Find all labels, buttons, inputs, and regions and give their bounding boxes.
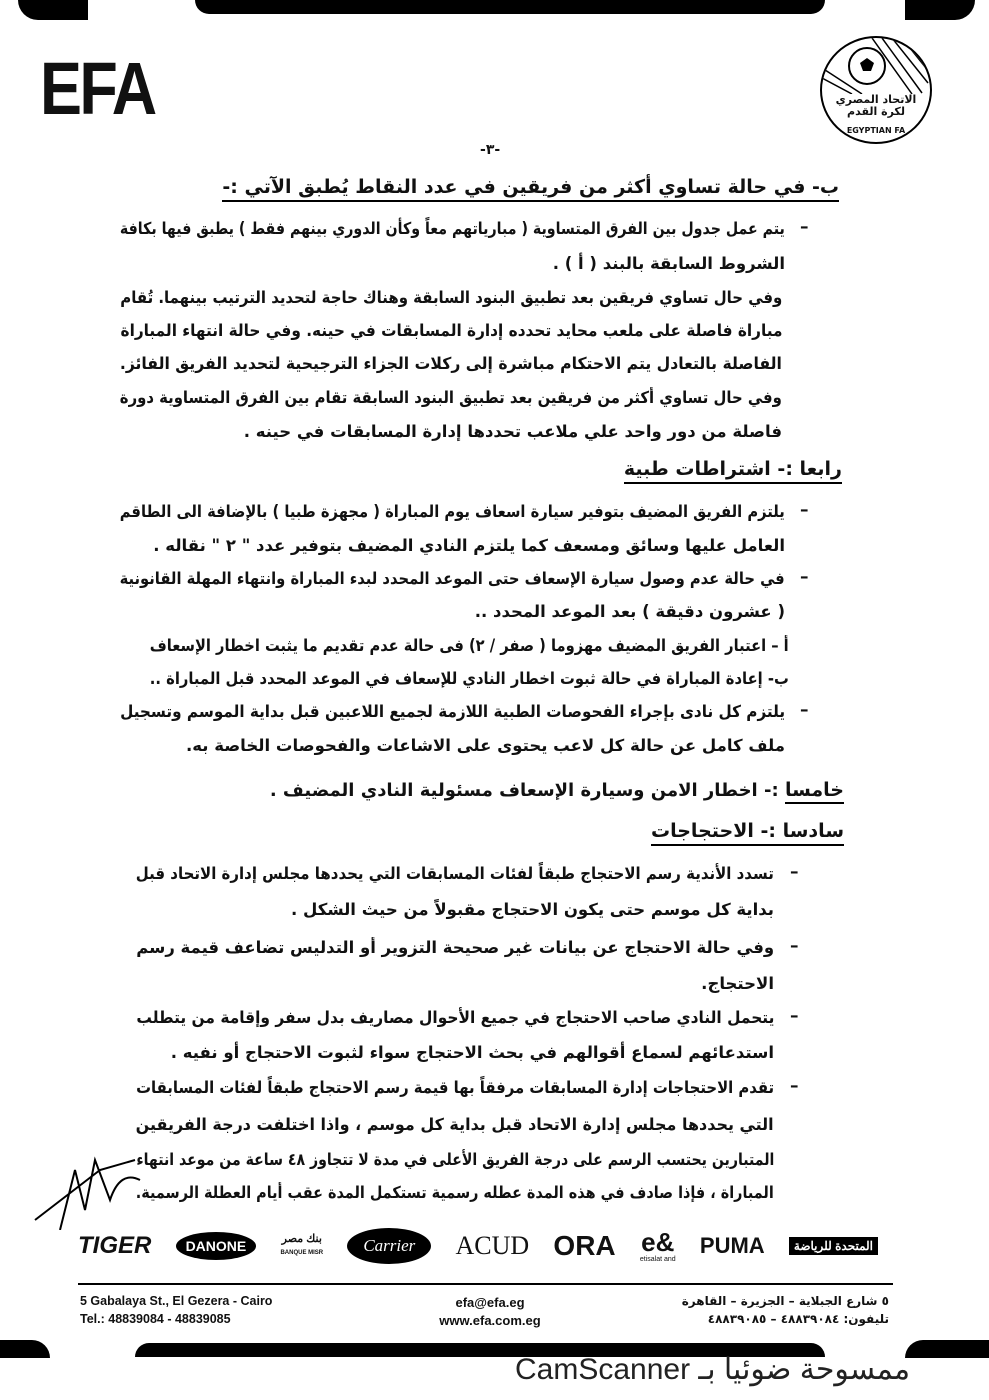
line-text: وفي حال تساوي فريقين بعد تطبيق البنود السابقة وهناك حاجة لتحديد الترتيب بينهما. تُقام [119, 288, 782, 307]
bullet: – [800, 567, 809, 587]
section-5 [270, 778, 844, 806]
heading-label: خامسا [785, 778, 844, 804]
paragraph-line [136, 1181, 774, 1205]
section-6-heading [651, 820, 844, 846]
line-text: ب- إعادة المباراة في حالة ثبوت اخطار النادي للإسعاف في الموعد المحدد قبل المباراة .. [149, 669, 789, 688]
paragraph-line [120, 567, 785, 591]
line-text: الشروط السابقة بالبند ( أ ) . [552, 254, 785, 273]
line-text: وفي حالة الاحتجاج عن بيانات غير صحيحة التزوير أو التدليس تضاعف قيمة رسم [136, 938, 774, 957]
handwritten-signature [30, 1140, 150, 1230]
line-text: العامل عليها وسائق ومسعف كما يلتزم النادي المضيف بتوفير عدد " ٢ " نقاله . [153, 536, 785, 555]
bullet: – [800, 217, 809, 237]
line-text: فاصلة من دور واحد علي ملاعب تحددها إدارة المسابقات في حينه . [243, 422, 782, 441]
section-4-heading [624, 458, 842, 484]
line-text: في حالة عدم وصول سيارة الإسعاف حتى الموعد المحدد لبدء المباراة وانتهاء المهلة القانونية [120, 569, 785, 588]
line-text: المباراة ، فإذا صادف في هذه المدة عطله رسمية تستكمل المدة عقب أيام العطلة الرسمية. [136, 1183, 774, 1202]
paragraph-line [150, 667, 789, 691]
line-text: المتبارين يحتسب الرسم على درجة الفريق الأعلى في مدة لا تتجاوز ٤٨ ساعة من موعد انتهاء [136, 1150, 774, 1169]
line-text: استدعائهم لسماع أقوالهم في بحث الاحتجاج سواء لثبوت الاحتجاج أو نفيه . [170, 1043, 774, 1062]
footer-address-en: 5 Gabalaya St., El Gezera - Cairo Tel.: 48839084 - 48839085 [80, 1294, 273, 1326]
paragraph-line [120, 352, 782, 376]
scan-edge-top [195, 0, 825, 14]
paragraph-line [120, 420, 782, 444]
line-text: تسدد الأندية رسم الاحتجاج طبقاً لفئات المسابقات التي يحددها مجلس إدارة الاتحاد قبل [135, 864, 774, 883]
paragraph-line [136, 862, 774, 886]
line-text: مباراة فاصلة على ملعب محايد تحدده إدارة المسابقات في حينه. وفي حالة انتهاء المباراة [120, 321, 782, 340]
paragraph-line [120, 319, 782, 343]
line-text: الاحتجاج. [701, 974, 774, 993]
paragraph-line [136, 898, 774, 922]
line-text: يلتزم الفريق المضيف بتوفير سيارة اسعاف يوم المباراة ( مجهزة طبيا ) بالإضافة الى الطاقم [119, 502, 785, 521]
paragraph-line [136, 1076, 774, 1100]
bullet: – [800, 700, 809, 720]
crest-text-en: EGYPTIAN FA [846, 126, 906, 135]
paragraph-line [136, 1006, 774, 1030]
paragraph-line [120, 386, 782, 410]
paragraph-line [120, 534, 785, 558]
heading-label: رابعا [799, 458, 842, 480]
line-text: يلتزم كل نادى بإجراء الفحوصات الطبية اللازمة لجميع اللاعبين قبل بداية الموسم وتسجيل [119, 702, 785, 721]
bullet: – [790, 1006, 799, 1026]
scan-edge-bottom [905, 1340, 989, 1358]
section-b-heading: ب- في حالة تساوي أكثر من فريقين في عدد النقاط يُطبق الآتي :- [222, 176, 839, 202]
footer-divider [78, 1283, 893, 1285]
sponsor-logos [78, 1228, 878, 1264]
bullet: – [800, 500, 809, 520]
footer-email[interactable]: efa@efa.eg [455, 1295, 525, 1310]
line-text: الفاصلة بالتعادل يتم الاحتكام مباشرة إلى ركلات الجزاء الترجيحية لتحديد الفريق الفائز. [120, 354, 782, 373]
football-icon [822, 38, 930, 94]
tiger-logo: TIGER [78, 1232, 152, 1259]
scan-edge-top [905, 0, 975, 20]
line-text: أ – اعتبار الفريق المضيف مهزوما ( صفر / ٢) فى حالة عدم تقديم ما يثبت اخطار الإسعاف [149, 636, 789, 655]
scan-edge-bottom [0, 1340, 50, 1358]
line-text: يتم عمل جدول بين الفرق المتساوية ( مبارياتهم معاً وكأن الدوري بينهم فقط ) يطبق فيها بكافة [120, 219, 785, 238]
bullet: – [790, 1076, 799, 1096]
footer-website[interactable]: www.efa.com.eg [439, 1313, 541, 1328]
line-text: يتحمل النادي صاحب الاحتجاج في جميع الأحوال مصاريف بدل سفر وإقامة من يتطلب [136, 1008, 774, 1027]
etisalat-logo: e& etisalat and [639, 1226, 676, 1263]
paragraph-line [136, 1041, 774, 1065]
paragraph-line [120, 217, 785, 241]
acud-logo: ACUD [455, 1231, 530, 1260]
camscanner-watermark: ممسوحة ضوئيا بـ CamScanner [515, 1353, 911, 1386]
line-text: وفي حال تساوي أكثر من فريقين بعد تطبيق البنود السابقة تقام بين الفرق المتساوية دورة [119, 388, 782, 407]
line-text: تقدم الاحتجاجات إدارة المسابقات مرفقاً بها قيمة رسم الاحتجاج طبقاً لفئات المسابقات [136, 1078, 774, 1097]
paragraph-line [120, 252, 785, 276]
heading-title: :- الاحتجاجات [651, 820, 776, 842]
footer-address-ar: ٥ شارع الجبلاية – الجزيرة – القاهرة تليفون: ٤٨٨٣٩٠٨٤ – ٤٨٨٣٩٠٨٥ [681, 1294, 889, 1326]
paragraph-line [120, 734, 785, 758]
section-5-text: :- اخطار الامن وسيارة الإسعاف مسئولية النادي المضيف . [269, 780, 779, 801]
bullet: – [790, 936, 799, 956]
line-text: التي يحددها مجلس إدارة الاتحاد قبل بداية كل موسم ، واذا اختلفت درجة الفريقين [135, 1115, 774, 1134]
heading-title: :- اشتراطات طبية [623, 458, 793, 480]
paragraph-line [136, 1113, 774, 1137]
paragraph-line [136, 972, 774, 996]
line-text: ملف كامل عن حالة كل لاعب يحتوى على الاشاعات والفحوصات الخاصة به. [186, 736, 785, 755]
line-text: ( عشرون دقيقة ) بعد الموعد المحدد .. [474, 602, 785, 621]
scan-edge-top [18, 0, 88, 20]
paragraph-line [136, 936, 774, 960]
paragraph-line [120, 286, 782, 310]
paragraph-line [120, 700, 785, 724]
footer-contact [400, 1294, 580, 1330]
carrier-logo: Carrier [347, 1228, 431, 1264]
paragraph-line [120, 600, 785, 624]
ora-logo: ORA [553, 1230, 616, 1261]
efa-logo: EFA [40, 47, 155, 130]
united-sports-logo: المتحدة للرياضة [789, 1237, 878, 1255]
page-number: -٣- [480, 142, 501, 158]
paragraph-line [150, 634, 789, 658]
crest-text-ar: الاتحاد المصري لكرة القدم [835, 93, 917, 118]
paragraph-line [136, 1148, 774, 1172]
paragraph-line [120, 500, 785, 524]
bullet: – [790, 862, 799, 882]
danone-logo: DANONE [176, 1232, 257, 1260]
line-text: بداية كل موسم حتى يكون الاحتجاج مقبولاً من حيث الشكل . [290, 900, 774, 919]
puma-logo: PUMA [699, 1233, 765, 1258]
egyptian-fa-crest-logo [820, 36, 932, 144]
heading-label: سادسا [782, 820, 844, 842]
banque-misr-logo: بنك مصر BANQUE MISR [280, 1233, 324, 1256]
